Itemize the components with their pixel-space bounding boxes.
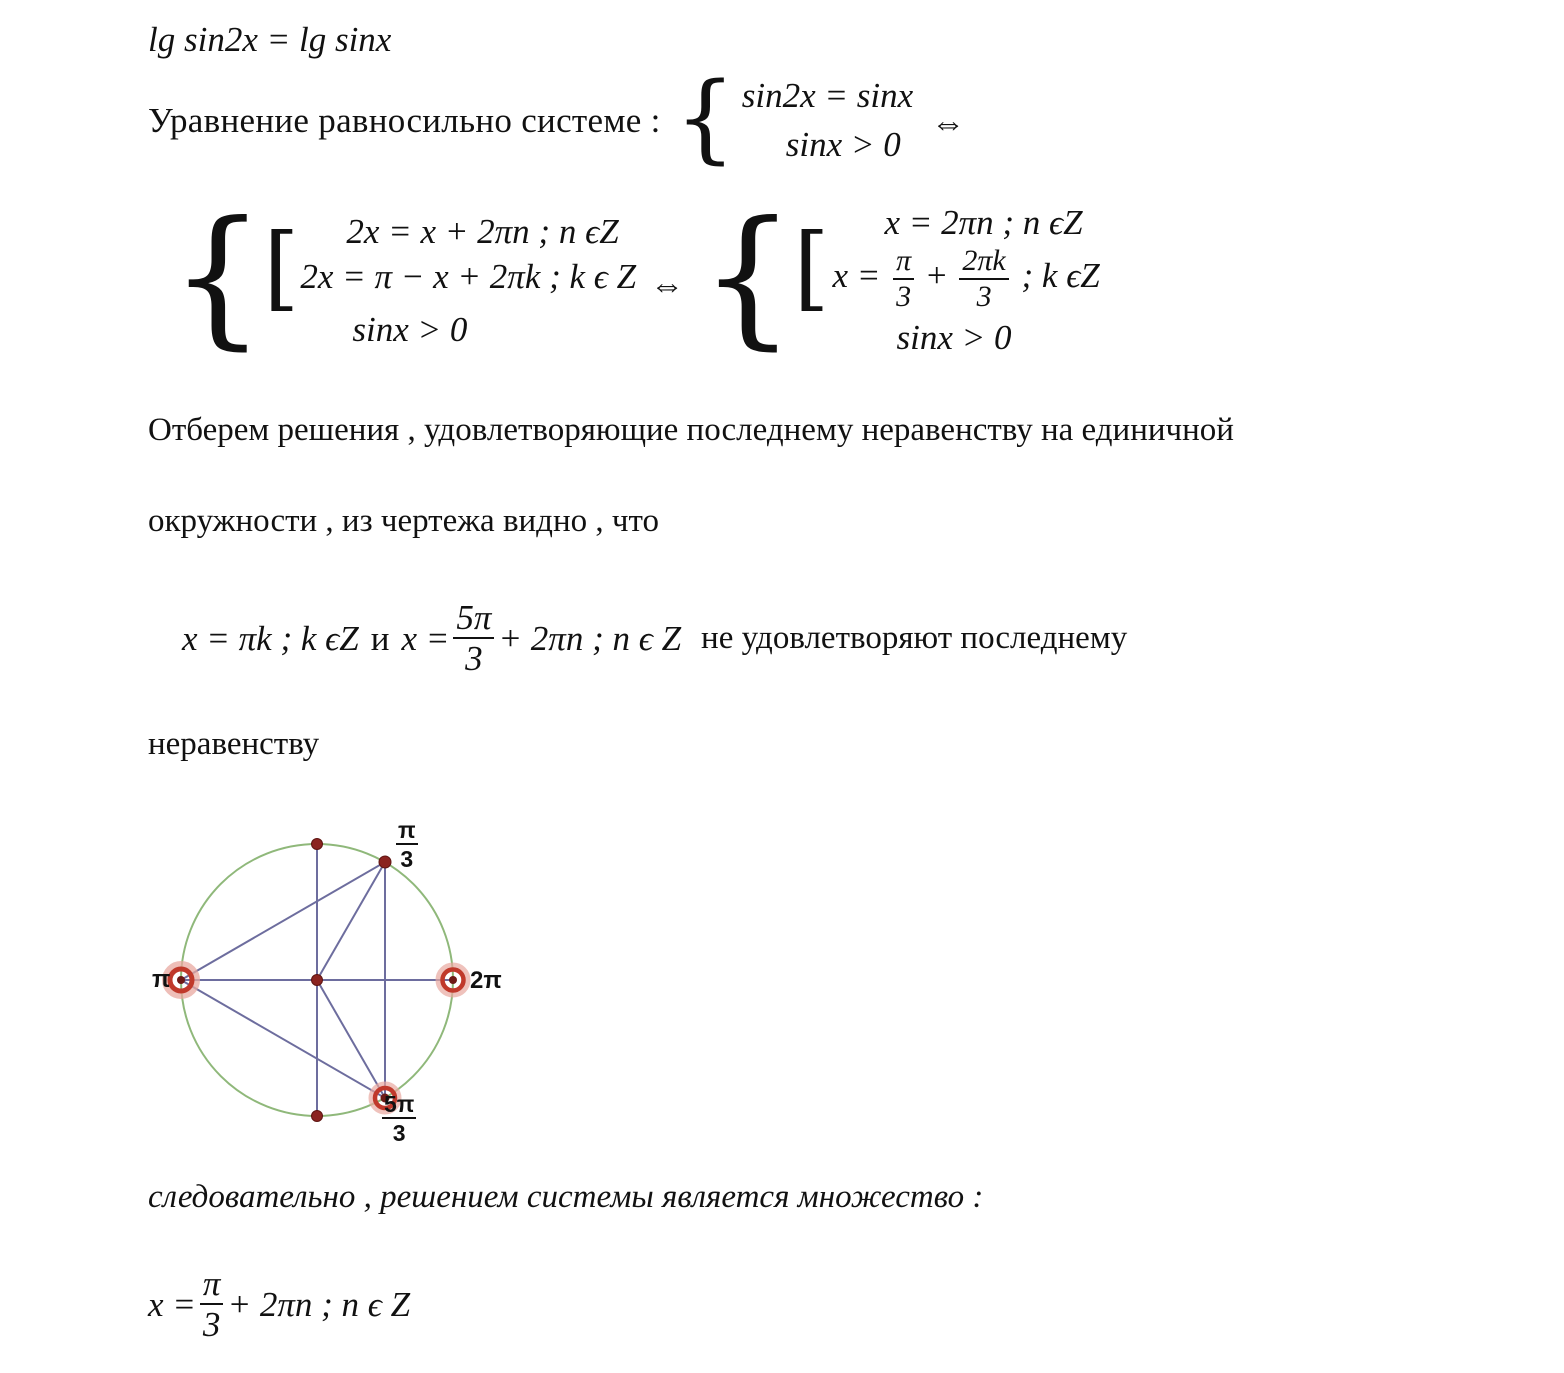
fraction-numerator: π (893, 246, 914, 280)
left-row-2: 2x = π − x + 2πk ; k ϵ Z (300, 256, 637, 296)
answer-suffix: + 2πn ; n ϵ Z (227, 1284, 411, 1324)
right-row-2 (830, 246, 1099, 312)
marker-dot (177, 976, 185, 984)
system-rows (738, 78, 913, 162)
fraction-denominator: 3 (202, 1304, 221, 1344)
equation-text: lg sin2x = lg sinx (148, 20, 392, 59)
radius-center-to-pi3 (317, 862, 385, 980)
rejected-tail-text: не удовлетворяют последнему (701, 619, 1128, 656)
marker-dot (449, 976, 457, 984)
point-center (312, 975, 323, 986)
open-bracket-right: [ (793, 214, 830, 322)
open-brace-right: { (700, 189, 796, 364)
equivalent-lead-text: Уравнение равносильно системе : (148, 100, 661, 140)
fraction-pi-over-3 (200, 1266, 224, 1342)
conjunction-and: и (370, 618, 390, 658)
answer-prefix: x = (148, 1284, 196, 1324)
fraction-numerator: 5π (453, 600, 494, 639)
point-top (312, 839, 323, 850)
fraction-2pik-over-3 (959, 246, 1008, 312)
right-row-3: sinx > 0 (896, 318, 1012, 358)
iff-symbol: ⇔ (931, 105, 966, 142)
radius-center-to-5pi3 (317, 980, 385, 1098)
label-pi: π (152, 966, 171, 993)
marker-two-pi (438, 965, 468, 995)
fraction-denominator: 3 (976, 279, 992, 313)
fraction-pi-over-3 (893, 246, 914, 312)
right-row-1: x = 2πn ; n ϵZ (884, 203, 1083, 242)
fraction-5pi-over-3 (453, 600, 494, 676)
label-pi-over-3 (396, 818, 418, 871)
pik-part-1: x = πk ; k ϵZ (182, 618, 359, 658)
rejected-solutions-line (182, 600, 1127, 676)
right-row-2-prefix: x = (832, 256, 881, 296)
label-two-pi: 2π (470, 967, 502, 994)
system-row-1: sin2x = sinx (741, 76, 914, 115)
fraction-denominator: 3 (465, 638, 483, 678)
final-answer-line (148, 1266, 410, 1342)
fraction-numerator: 5π (382, 1092, 416, 1119)
system-row-2: sinx > 0 (785, 125, 901, 164)
equation-lg-sin2x (148, 22, 391, 57)
chord-pi-to-5pi3 (181, 980, 385, 1098)
paragraph-okruzhnosti: окружности , из чертежа видно , что (148, 503, 659, 539)
equivalent-system-line (148, 61, 966, 174)
point-pi-over-3 (379, 856, 391, 868)
iff-symbol-middle: ⇔ (650, 267, 685, 305)
fraction-numerator: π (200, 1266, 224, 1305)
fraction-denominator: 3 (392, 1120, 406, 1147)
paragraph-sledovatelno: следовательно , решением системы является множество : (148, 1179, 984, 1215)
fraction-5pi-over-3 (382, 1092, 416, 1145)
fraction-denominator: 3 (896, 279, 912, 313)
left-system-rows (300, 211, 637, 349)
paragraph-neravenstvu: неравенству (148, 726, 320, 762)
fraction-pi-over-3 (396, 818, 418, 871)
left-row-3: sinx > 0 (352, 309, 468, 349)
open-brace: { (674, 61, 736, 174)
label-five-pi-over-3 (382, 1092, 416, 1145)
paragraph-otberem: Отберем решения , удовлетворяющие последнему неравенству на единичной (148, 412, 1234, 448)
right-system-rows (830, 203, 1100, 358)
chord-pi-to-pi3 (181, 862, 385, 980)
pik-part-2-prefix: x = (401, 618, 450, 658)
fraction-denominator: 3 (400, 846, 414, 873)
system-derivation-block (170, 189, 1100, 364)
point-bottom (312, 1111, 323, 1122)
right-row-2-suffix: ; k ϵZ (1021, 256, 1100, 296)
open-brace-left: { (170, 189, 266, 364)
fraction-numerator: π (396, 818, 418, 845)
fraction-numerator: 2πk (959, 246, 1008, 280)
unit-circle-diagram (150, 800, 550, 1160)
left-row-1: 2x = x + 2πn ; n ϵZ (346, 211, 619, 251)
plus-sign: + (926, 256, 947, 296)
open-bracket-left: [ (263, 214, 300, 322)
pik-part-2-suffix: + 2πn ; n ϵ Z (498, 618, 682, 658)
